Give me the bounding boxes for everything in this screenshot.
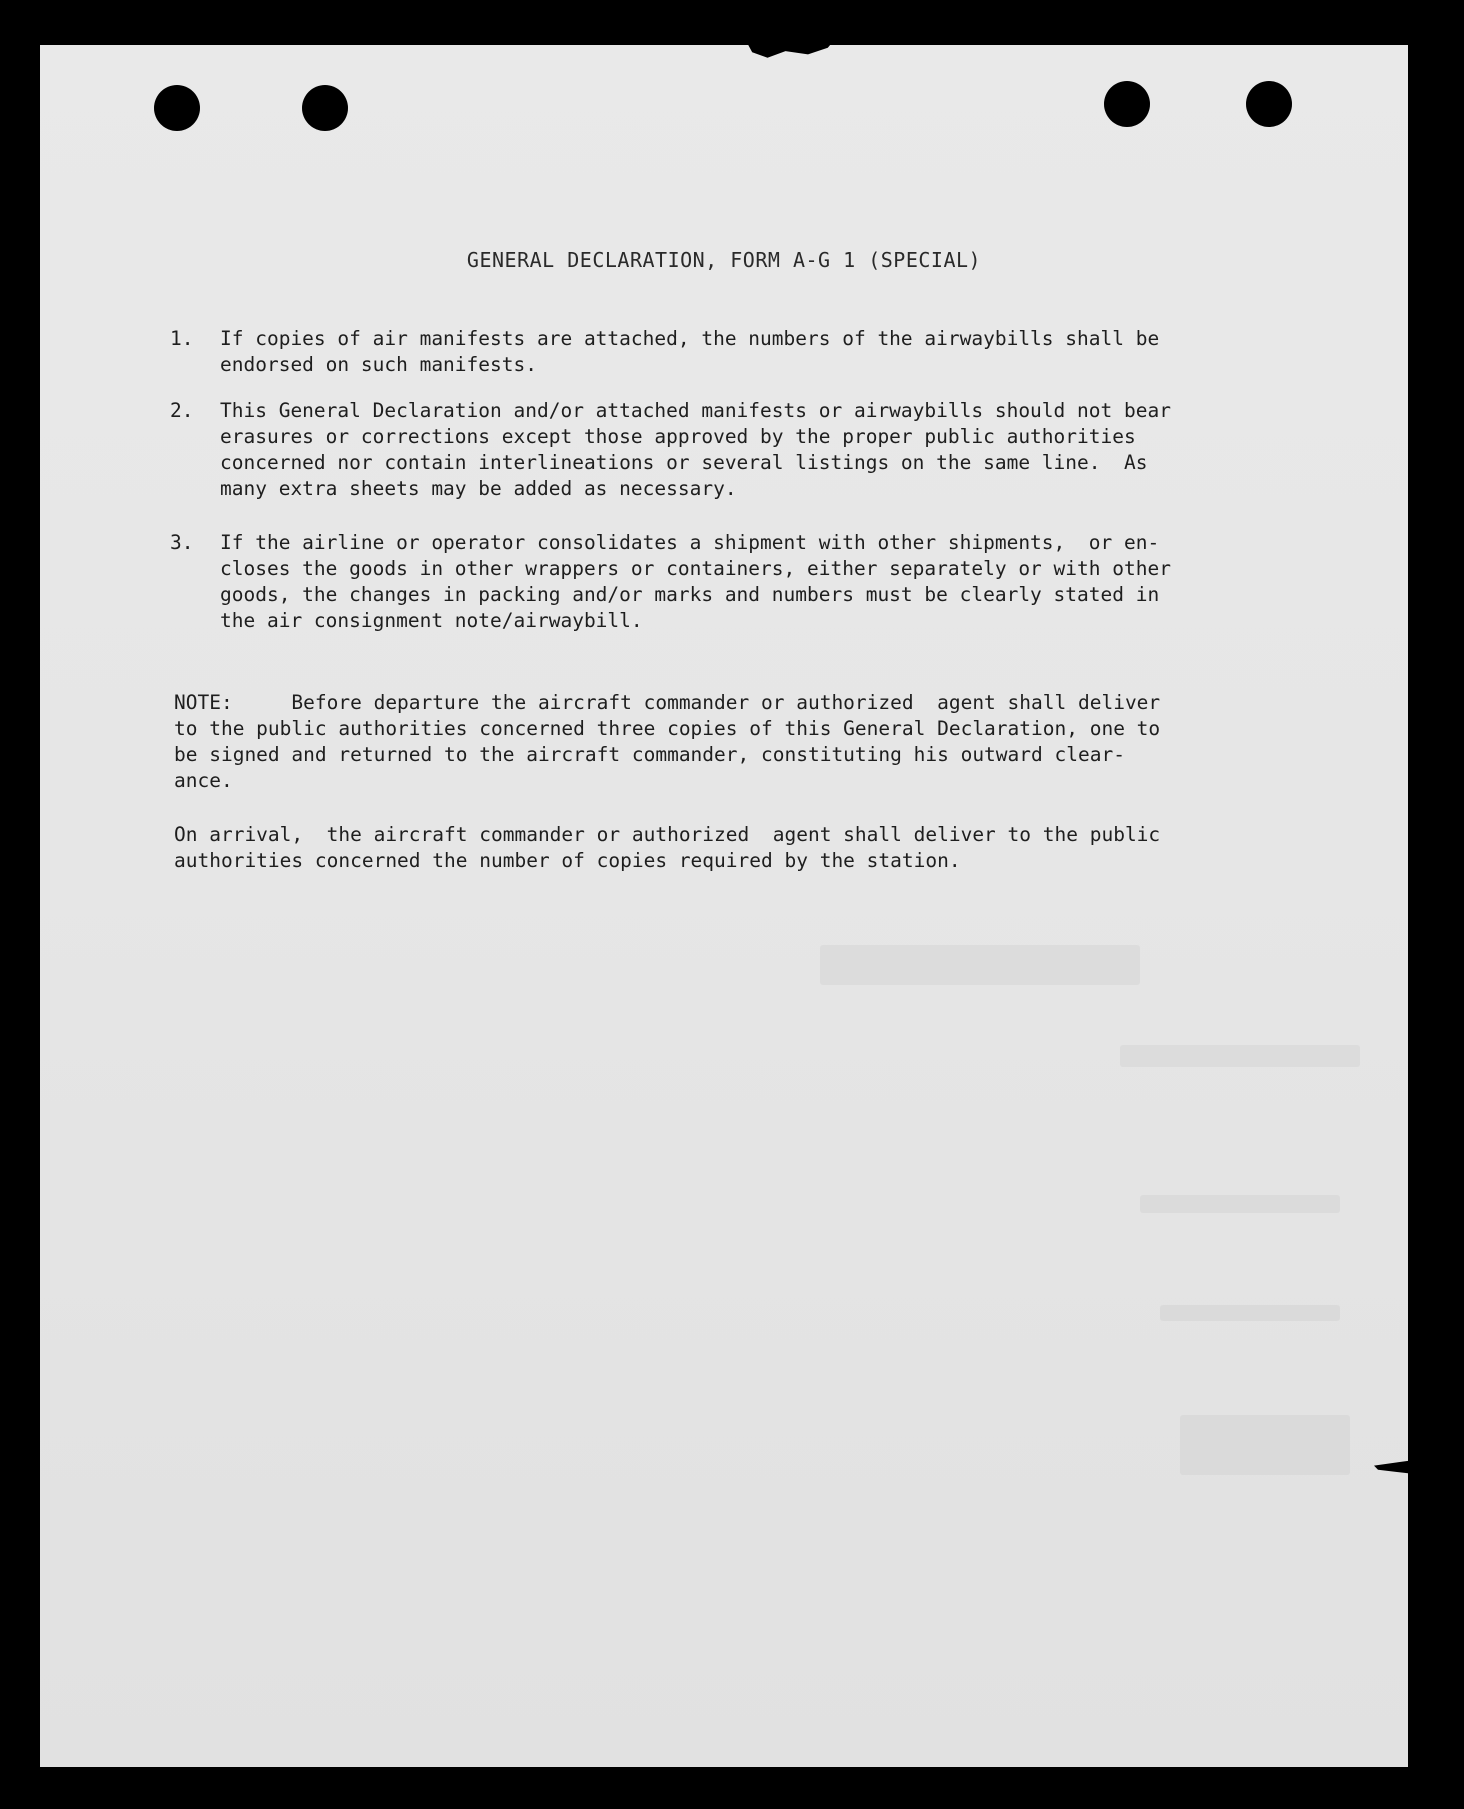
item-line: This General Declaration and/or attached manifests or airwaybills should not bear <box>220 399 1171 422</box>
list-item-2 <box>170 398 1330 502</box>
item-line: endorsed on such manifests. <box>220 353 537 376</box>
bleed-through-mark <box>1160 1305 1340 1321</box>
page-title: GENERAL DECLARATION, FORM A-G 1 (SPECIAL) <box>466 248 982 272</box>
torn-edge <box>745 45 835 61</box>
bleed-through-mark <box>1140 1195 1340 1213</box>
list-item-3 <box>170 530 1330 634</box>
punch-hole-3 <box>1104 81 1150 127</box>
bleed-through-mark <box>1180 1415 1350 1475</box>
item-number: 1. <box>170 327 194 350</box>
note-paragraph <box>174 690 1334 794</box>
item-line: If the airline or operator consolidates a shipment with other shipments, or en- <box>220 531 1160 554</box>
item-number: 2. <box>170 399 194 422</box>
edge-notch <box>1374 1460 1408 1474</box>
bleed-through-mark <box>1120 1045 1360 1067</box>
item-line: concerned nor contain interlineations or several listings on the same line. As <box>220 451 1148 474</box>
punch-hole-4 <box>1246 81 1292 127</box>
bleed-through-mark <box>820 945 1140 985</box>
punch-hole-2 <box>302 85 348 131</box>
item-line: goods, the changes in packing and/or marks and numbers must be clearly stated in <box>220 583 1160 606</box>
document-page <box>40 45 1408 1767</box>
arrival-line: On arrival, the aircraft commander or authorized agent shall deliver to the public <box>174 823 1161 846</box>
item-line: many extra sheets may be added as necessary. <box>220 477 737 500</box>
item-line: If copies of air manifests are attached, the numbers of the airwaybills shall be <box>220 327 1160 350</box>
note-line: be signed and returned to the aircraft commander, constituting his outward clear- <box>174 743 1125 766</box>
punch-hole-1 <box>154 85 200 131</box>
note-line: to the public authorities concerned three copies of this General Declaration, one to <box>174 717 1161 740</box>
item-number: 3. <box>170 531 194 554</box>
note-line: NOTE: Before departure the aircraft commander or authorized agent shall deliver <box>174 691 1161 714</box>
item-line: erasures or corrections except those approved by the proper public authorities <box>220 425 1136 448</box>
note-line: ance. <box>174 769 233 792</box>
item-line: closes the goods in other wrappers or containers, either separately or with other <box>220 557 1171 580</box>
item-line: the air consignment note/airwaybill. <box>220 609 643 632</box>
arrival-paragraph <box>174 822 1334 874</box>
list-item-1 <box>170 326 1330 378</box>
arrival-line: authorities concerned the number of copies required by the station. <box>174 849 961 872</box>
